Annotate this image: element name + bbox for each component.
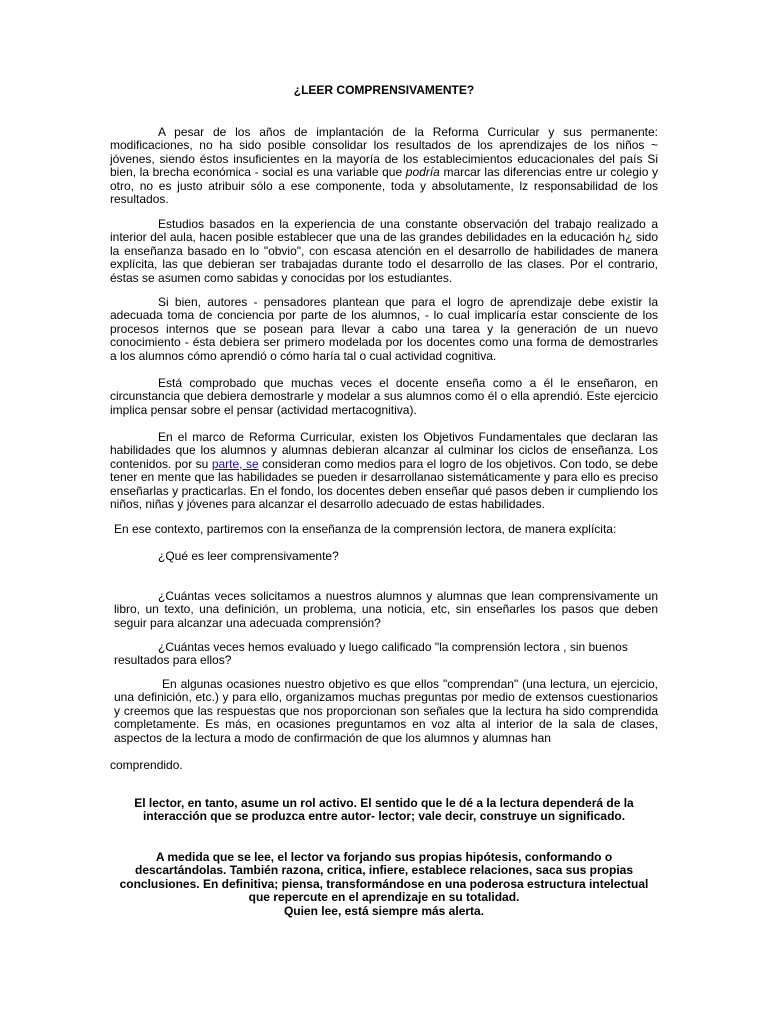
- paragraph-1-text: A pesar de los años de implantación de la Reforma Curricular y sus permanente: modificaciones, no ha sido posible consolidar los resultados de los aprendizajes de los niños ~ jóvenes, siendo éstos insuficientes en la mayoría de los establecimientos educacionales del país Si bien, la brecha económica - social es una variable que: [110, 125, 658, 180]
- paragraph-7: En algunas ocasiones nuestro objetivo es que ellos "comprendan" (una lectura, un ejercicio, una definición, etc.) y para ello, organizamos muchas preguntas por medio de extensos cuestionarios y creemos que las respuestas que nos proporcionan son señales que la lectura ha sido comprendida completamente. Es más, en ocasiones preguntamos en voz alta al interior de la sala de clases, aspectos de la lectura a modo de confirmación de que los alumnos y alumnas han: [114, 677, 658, 745]
- paragraph-5-text-a: En el marco de Reforma Curricular, existen los Objetivos Fundamentales que declaran las habilidades que los alumnos y alumnas debieran alcanzar al culminar los ciclos de enseñanza. Los contenidos. por su: [110, 430, 658, 471]
- document-title: ¿LEER COMPRENSIVAMENTE?: [293, 83, 475, 97]
- paragraph-5: [110, 431, 658, 511]
- paragraph-6: En ese contexto, partiremos con la enseñanza de la comprensión lectora, de manera explícita:: [114, 522, 617, 536]
- bold-paragraph-2-line: Quien lee, está siempre más alerta.: [283, 903, 485, 918]
- question-1: ¿Qué es leer comprensivamente?: [158, 549, 339, 563]
- paragraph-2: Estudios basados en la experiencia de una constante observación del trabajo realizado a interior del aula, hacen posible establecer que una de las grandes debilidades en la educación h¿ sido la enseñanza basado en lo "obvio", con escasa atención en el desarrollo de habilidades de manera explícita, las que debieran ser trabajadas durante todo el desarrollo de las clases. Por el contrario, éstas se asumen como sabidas y conocidas por los estudiantes.: [110, 217, 658, 285]
- paragraph-5-text-b: consideran como medios para el logro de los objetivos. Con todo, se debe tener en mente que las habilidades se pueden ir desarrollanao sistemáticamente y para ello es preciso enseñarlas y practicarlas. En el fondo, los docentes deben enseñar qué pasos deben ir cumpliendo los niños, niñas y jóvenes para alcanzar el desarrollo adecuado de estas habilidades.: [110, 456, 659, 512]
- paragraph-3: Si bien, autores - pensadores plantean que para el logro de aprendizaje debe existir la adecuada toma de conciencia por parte de los alumnos, - lo cual implicaría estar consciente de los procesos internos que se posean para llevar a cabo una tarea y la generación de un nuevo conocimiento - ésta debiera ser primero modelada por los docentes como una forma de demostrarles a los alumnos cómo aprendió o cómo haría tal o cual actividad cognitiva.: [110, 295, 658, 363]
- bold-paragraph-2-line: que repercute en el aprendizaje en su totalidad.: [248, 890, 520, 905]
- paragraph-4: Está comprobado que muchas veces el docente enseña como a él le enseñaron, en circunstancia que debiera demostrarle y modelar a sus alumnos como él o ella aprendió. Este ejercicio implica pensar sobre el pensar (actividad mertacognitiva).: [110, 376, 658, 417]
- bold-paragraph-2-line: A medida que se lee, el lector va forjando sus propias hipótesis, conformando o: [155, 850, 613, 864]
- question-2: ¿Cuántas veces solicitamos a nuestros alumnos y alumnas que lean comprensivamente un libro, un texto, una definición, un problema, una noticia, etc, sin enseñarles los pasos que deben seguir para alcanzar una adecuada comprensión?: [114, 589, 658, 630]
- bold-paragraph-1: El lector, en tanto, asume un rol activo. El sentido que le dé a la lectura dependerá de la interacción que se produzca entre autor- lector; vale decir, construye un significado.: [134, 796, 634, 824]
- bold-paragraph-2-line: descartándolas. También razona, critica, infiere, establece relaciones, saca sus propias: [135, 863, 633, 878]
- paragraph-7-end: comprendido.: [110, 758, 183, 772]
- parte-link[interactable]: parte, se: [211, 456, 259, 471]
- bold-paragraph-2-line: conclusiones. En definitiva; piensa, transformándose en una poderosa estructura intelectual: [119, 876, 649, 891]
- paragraph-1-italic: podría: [405, 165, 440, 180]
- paragraph-1-tail: marcar las diferencias entre ur colegio y otro, no es justo atribuir sólo a ese componente, toda y absolutamente, lz responsabilidad de los resultados.: [110, 165, 658, 207]
- bold-paragraph-2: [104, 851, 664, 918]
- paragraph-1: [110, 126, 658, 206]
- question-3: ¿Cuántas veces hemos evaluado y luego calificado "la comprensión lectora , sin buenos resultados para ellos?: [114, 640, 628, 668]
